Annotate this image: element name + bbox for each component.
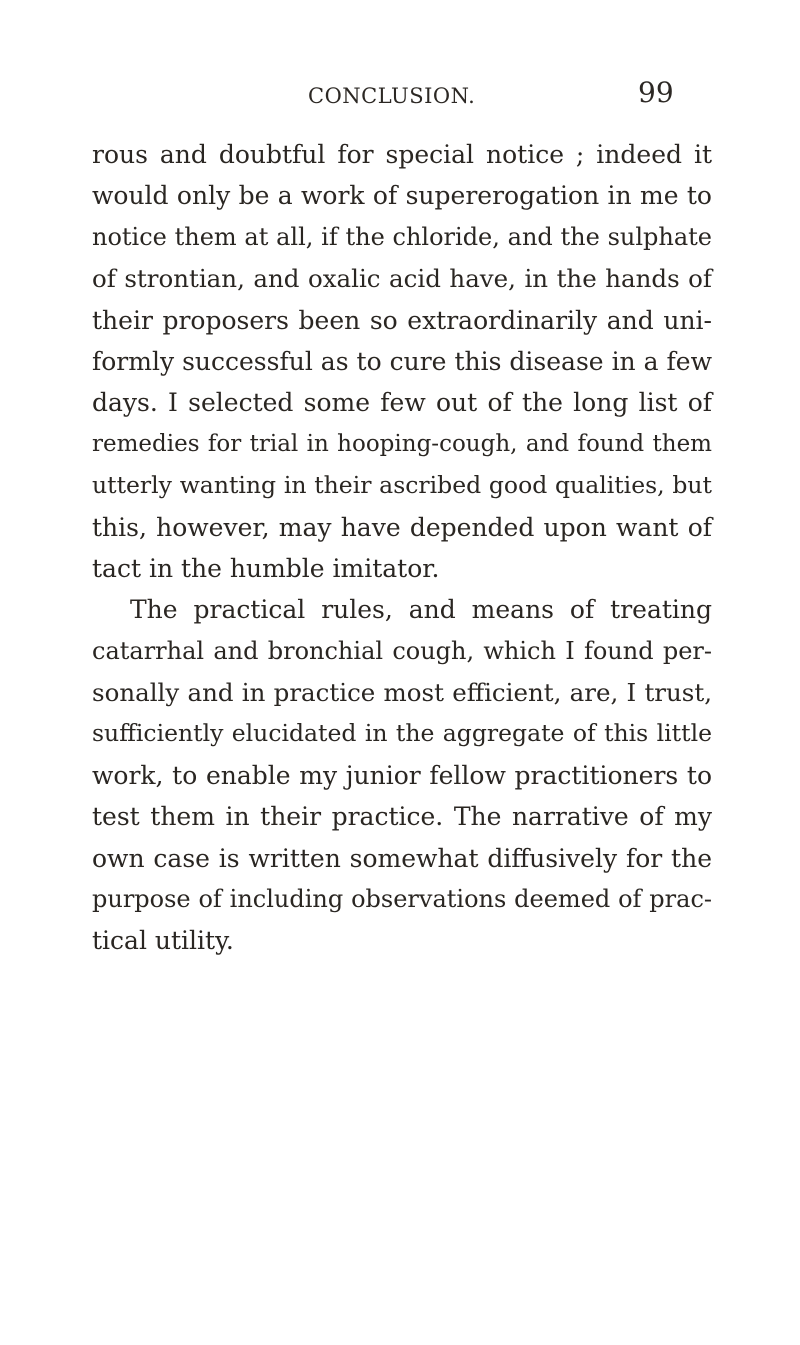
text-line: purpose of including observations deemed of prac- bbox=[92, 885, 712, 914]
running-title: CONCLUSION. bbox=[308, 84, 476, 108]
text-line: notice them at all, if the chloride, and the sulphate bbox=[92, 222, 712, 251]
text-line: tical utility. bbox=[92, 926, 234, 956]
text-line: own case is written somewhat diffusively for the bbox=[92, 843, 712, 873]
body-text bbox=[92, 134, 712, 962]
text-line: of strontian, and oxalic acid have, in the hands of bbox=[92, 264, 712, 294]
text-line: catarrhal and bronchial cough, which I found per- bbox=[92, 636, 712, 665]
text-line: work, to enable my junior fellow practitioners to bbox=[92, 760, 712, 790]
text-line: test them in their practice. The narrative of my bbox=[92, 802, 712, 832]
text-line: rous and doubtful for special notice ; indeed it bbox=[92, 140, 712, 169]
text-line: their proposers been so extraordinarily and uni- bbox=[92, 305, 712, 335]
text-line: utterly wanting in their ascribed good qualities, but bbox=[92, 471, 712, 500]
text-line: sufficiently elucidated in the aggregate of this little bbox=[92, 719, 712, 748]
text-line: tact in the humble imitator. bbox=[92, 553, 440, 583]
text-line: days. I selected some few out of the long list of bbox=[92, 388, 712, 418]
text-line: remedies for trial in hooping-cough, and found them bbox=[92, 430, 712, 457]
running-header bbox=[0, 74, 800, 114]
text-line: would only be a work of supererogation in me to bbox=[92, 181, 712, 211]
text-line: formly successful as to cure this disease in a few bbox=[92, 346, 712, 376]
page-number: 99 bbox=[638, 76, 674, 109]
text-line: this, however, may have depended upon want of bbox=[92, 512, 712, 542]
text-line: sonally and in practice most efficient, are, I trust, bbox=[92, 678, 712, 708]
text-line: The practical rules, and means of treating bbox=[130, 595, 712, 625]
